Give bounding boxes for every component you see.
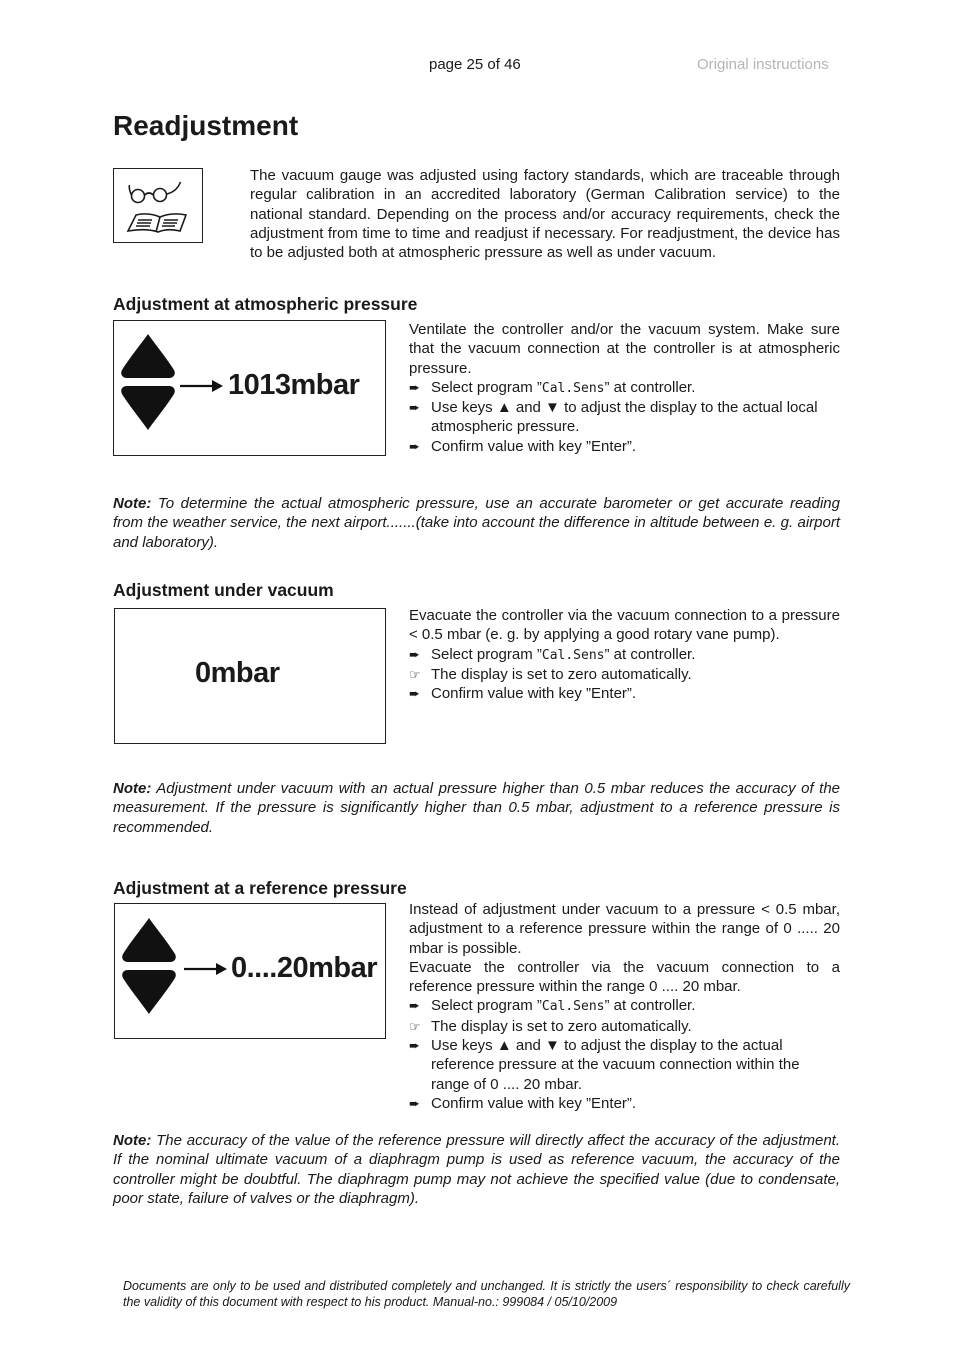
list-item: ➨ Use keys ▲ and ▼ to adjust the display to the actual local atmospheric pressure.: [409, 399, 818, 436]
program-code: Cal.Sens: [541, 380, 605, 396]
arrow-right-icon: ➨: [409, 1038, 420, 1054]
note-reference: Note: The accuracy of the value of the reference pressure will directly affect the accuracy of the adjustment. If the nominal ultimate vacuum of a diaphragm pump is used as reference vacuum, the accuracy of the controller might be doubtful. The diaphragm pump may not achieve the specified value (due to condensate, poor state, failure of valves or the diaphragm).: [113, 1132, 840, 1207]
list-item: ➨ Select program ”Cal.Sens” at controller.: [409, 997, 696, 1015]
page-number: page 25 of 46: [429, 56, 521, 73]
reference-text-2: Evacuate the controller via the vacuum connection to a reference pressure within the range 0 .... 20 mbar.: [409, 958, 840, 996]
section-heading-vacuum: Adjustment under vacuum: [113, 580, 334, 600]
reference-text-1: Instead of adjustment under vacuum to a pressure < 0.5 mbar, adjustment to a reference pressure within the range of 0 ..... 20 mbar is possible.: [409, 901, 840, 957]
note-atmospheric: Note: To determine the actual atmospheric pressure, use an accurate barometer or get accurate reading from the weather service, the next airport.......(take into account the difference in altitude between e. g. airport and laboratory).: [113, 495, 840, 551]
arrow-right-icon: ➨: [409, 379, 420, 395]
display-reading: 1013mbar: [228, 369, 360, 401]
arrow-right-icon: [180, 379, 224, 393]
glasses-book-icon: [114, 169, 201, 241]
program-code: Cal.Sens: [541, 647, 605, 663]
pointing-hand-icon: ☞: [409, 666, 421, 682]
list-item: ➨ Select program ”Cal.Sens” at controller.: [409, 378, 696, 396]
list-item: ➨ Use keys ▲ and ▼ to adjust the display to the actual reference pressure at the vacuum connection within the range of 0 .... 20 mbar.: [409, 1037, 800, 1093]
up-down-keys-icon: [118, 332, 178, 432]
footer-disclaimer: Documents are only to be used and distributed completely and unchanged. It is strictly the users´ responsibility to check carefully the validity of this document with respect to his product. Manual-no.: 999084 / 05/10/2009: [123, 1279, 850, 1309]
display-reading: 0....20mbar: [231, 952, 378, 984]
page-title: Readjustment: [113, 110, 299, 141]
pointing-hand-icon: ☞: [409, 1018, 421, 1034]
display-box-vacuum: [114, 608, 386, 744]
list-item: ☞ The display is set to zero automatically.: [409, 1017, 692, 1035]
reading-icon-box: [113, 168, 203, 243]
program-code: Cal.Sens: [541, 999, 605, 1015]
document-label: Original instructions: [697, 56, 829, 73]
up-down-keys-icon: [119, 916, 179, 1016]
list-item: ☞ The display is set to zero automatically.: [409, 665, 692, 683]
vacuum-text: Evacuate the controller via the vacuum connection to a pressure < 0.5 mbar (e. g. by applying a good rotary vane pump).: [409, 607, 840, 644]
atmospheric-steps: [409, 378, 840, 456]
list-item: ➨ Confirm value with key ”Enter”.: [409, 685, 637, 703]
note-vacuum: Note: Adjustment under vacuum with an actual pressure higher than 0.5 mbar reduces the accuracy of the measurement. If the pressure is significantly higher than 0.5 mbar, adjustment to a reference pressure is recommended.: [113, 780, 840, 836]
list-item: ➨ Confirm value with key ”Enter”.: [409, 437, 637, 455]
arrow-right-icon: ➨: [409, 646, 420, 662]
arrow-right-icon: ➨: [409, 400, 420, 416]
list-item: ➨ Confirm value with key ”Enter”.: [409, 1094, 637, 1112]
section-heading-atmospheric: Adjustment at atmospheric pressure: [113, 294, 418, 314]
section-heading-reference: Adjustment at a reference pressure: [113, 878, 407, 898]
display-box-atmospheric: [113, 320, 386, 456]
intro-paragraph: The vacuum gauge was adjusted using factory standards, which are traceable through regular calibration in an accredited laboratory (German Calibration service) to the national standard. Depending on the process and/or accuracy requirements, check the adjustment from time to time and readjust if necessary. For readjustment, the device has to be adjusted both at atmospheric pressure as well as under vacuum.: [250, 167, 840, 262]
display-box-reference: [114, 903, 386, 1039]
vacuum-steps: [409, 645, 840, 704]
arrow-right-icon: ➨: [409, 1095, 420, 1111]
arrow-right-icon: ➨: [409, 686, 420, 702]
arrow-right-icon: ➨: [409, 438, 420, 454]
list-item: ➨ Select program ”Cal.Sens” at controller.: [409, 645, 696, 663]
reference-steps: [409, 996, 840, 1113]
atmospheric-text: Ventilate the controller and/or the vacuum system. Make sure that the vacuum connection at the controller is at atmospheric pressure.: [409, 321, 840, 377]
arrow-right-icon: [184, 962, 228, 976]
arrow-right-icon: ➨: [409, 998, 420, 1014]
display-reading: 0mbar: [195, 657, 280, 689]
